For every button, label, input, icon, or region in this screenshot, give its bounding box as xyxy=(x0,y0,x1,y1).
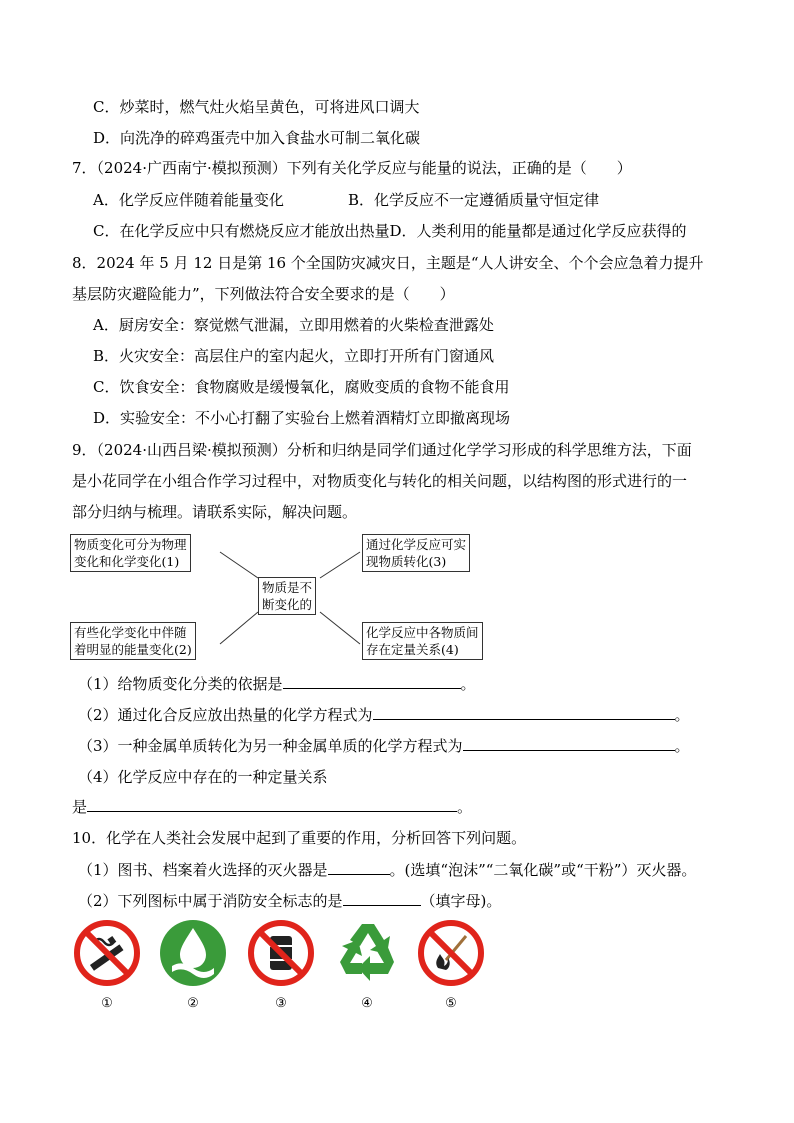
box-text: 存在定量关系(4) xyxy=(366,642,459,657)
q9-sub2-text: （2）通过化合反应放出热量的化学方程式为 xyxy=(78,706,373,724)
period: 。 xyxy=(457,798,473,816)
answer-blank[interactable] xyxy=(283,674,461,689)
q10-sub1-tail: 。(选填“泡沫”“二氧化碳”或“干粉”）灭火器。 xyxy=(389,861,697,879)
diagram-center-box xyxy=(258,577,316,615)
box-text: 断变化的 xyxy=(262,597,313,612)
no-flammables-icon[interactable] xyxy=(246,918,316,988)
question-7: 7．（2024·广西南宁·模拟预测）下列有关化学反应与能量的说法，正确的是（ ） xyxy=(72,159,632,177)
icon-label-3: ③ xyxy=(275,996,287,1011)
box-text: 有些化学变化中伴随 xyxy=(74,625,187,640)
structure-diagram xyxy=(70,530,490,665)
q7-option-cd: C．在化学反应中只有燃烧反应才能放出热量D．人类利用的能量都是通过化学反应获得的 xyxy=(93,222,687,240)
question-8-line2: 基层防灾避险能力”，下列做法符合安全要求的是（ ） xyxy=(72,285,455,303)
diagram-box-transformation xyxy=(362,534,470,572)
diagram-box-physical-chemical xyxy=(70,534,191,572)
icon-label-2: ② xyxy=(187,996,199,1011)
safety-icons-row xyxy=(70,918,500,1018)
answer-blank[interactable] xyxy=(463,736,675,751)
q10-sub1-text: （1）图书、档案着火选择的灭火器是 xyxy=(78,861,328,879)
box-text: 变化和化学变化(1) xyxy=(74,554,180,569)
q9-sub3-text: （3）一种金属单质转化为另一种金属单质的化学方程式为 xyxy=(78,737,463,755)
period: 。 xyxy=(460,675,476,693)
q7-option-b: B．化学反应不一定遵循质量守恒定律 xyxy=(348,191,600,209)
box-text: 通过化学反应可实 xyxy=(366,537,467,552)
q9-sub4-is: 是 xyxy=(72,798,88,816)
question-9-line3: 部分归纳与梳理。请联系实际，解决问题。 xyxy=(72,503,358,521)
q6-option-d: D．向洗净的碎鸡蛋壳中加入食盐水可制二氧化碳 xyxy=(93,129,421,147)
answer-blank[interactable] xyxy=(373,705,675,720)
q9-sub2 xyxy=(78,705,690,725)
q8-option-d: D．实验安全：不小心打翻了实验台上燃着酒精灯立即撤离现场 xyxy=(93,409,511,427)
question-9-line1: 9．（2024·山西吕梁·模拟预测）分析和归纳是同学们通过化学学习形成的科学思维方法，下面 xyxy=(72,441,692,459)
answer-blank[interactable] xyxy=(87,797,457,812)
icon-label-4: ④ xyxy=(361,996,373,1011)
q10-sub2-text: （2）下列图标中属于消防安全标志的是 xyxy=(78,892,343,910)
q8-option-a: A．厨房安全：察觉燃气泄漏，立即用燃着的火柴检查泄露处 xyxy=(93,316,494,334)
box-text: 物质是不 xyxy=(262,580,313,595)
period: 。 xyxy=(674,737,690,755)
q9-sub1 xyxy=(78,674,476,694)
no-matches-icon[interactable] xyxy=(416,918,486,988)
q7-option-a: A．化学反应伴随着能量变化 xyxy=(93,191,284,209)
no-smoking-icon[interactable] xyxy=(72,918,142,988)
icon-label-5: ⑤ xyxy=(445,996,457,1011)
diagram-box-energy xyxy=(70,622,196,660)
q9-sub4: （4）化学反应中存在的一种定量关系 xyxy=(78,768,328,786)
question-9-line2: 是小花同学在小组合作学习过程中，对物质变化与转化的相关问题，以结构图的形式进行的一 xyxy=(72,472,688,490)
q9-sub1-text: （1）给物质变化分类的依据是 xyxy=(78,675,283,693)
box-text: 化学反应中各物质间 xyxy=(366,625,479,640)
recycle-icon[interactable] xyxy=(332,918,402,988)
answer-blank[interactable] xyxy=(328,860,390,875)
q10-sub2 xyxy=(78,891,501,911)
question-8-line1: 8．2024 年 5 月 12 日是第 16 个全国防灾减灾日，主题是“人人讲安全、个个会应急着力提升 xyxy=(72,254,704,272)
box-text: 着明显的能量变化(2) xyxy=(74,642,192,657)
box-text: 现物质转化(3) xyxy=(366,554,447,569)
icon-label-1: ① xyxy=(101,996,113,1011)
q9-sub3 xyxy=(78,736,690,756)
q6-option-c: C．炒菜时，燃气灶火焰呈黄色，可将进风口调大 xyxy=(93,98,420,116)
question-10: 10．化学在人类社会发展中起到了重要的作用，分析回答下列问题。 xyxy=(72,829,527,847)
q10-sub1 xyxy=(78,860,696,880)
box-text: 物质变化可分为物理 xyxy=(74,537,187,552)
answer-blank[interactable] xyxy=(343,891,421,906)
q8-option-b: B．火灾安全：高层住户的室内起火，立即打开所有门窗通风 xyxy=(93,347,495,365)
q10-sub2-tail: （填字母)。 xyxy=(420,892,502,910)
period: 。 xyxy=(674,706,690,724)
diagram-box-quantitative xyxy=(362,622,483,660)
q9-sub4-answer-line xyxy=(72,797,472,817)
q8-option-c: C．饮食安全：食物腐败是缓慢氧化，腐败变质的食物不能食用 xyxy=(93,378,510,396)
water-saving-icon[interactable] xyxy=(158,918,228,988)
